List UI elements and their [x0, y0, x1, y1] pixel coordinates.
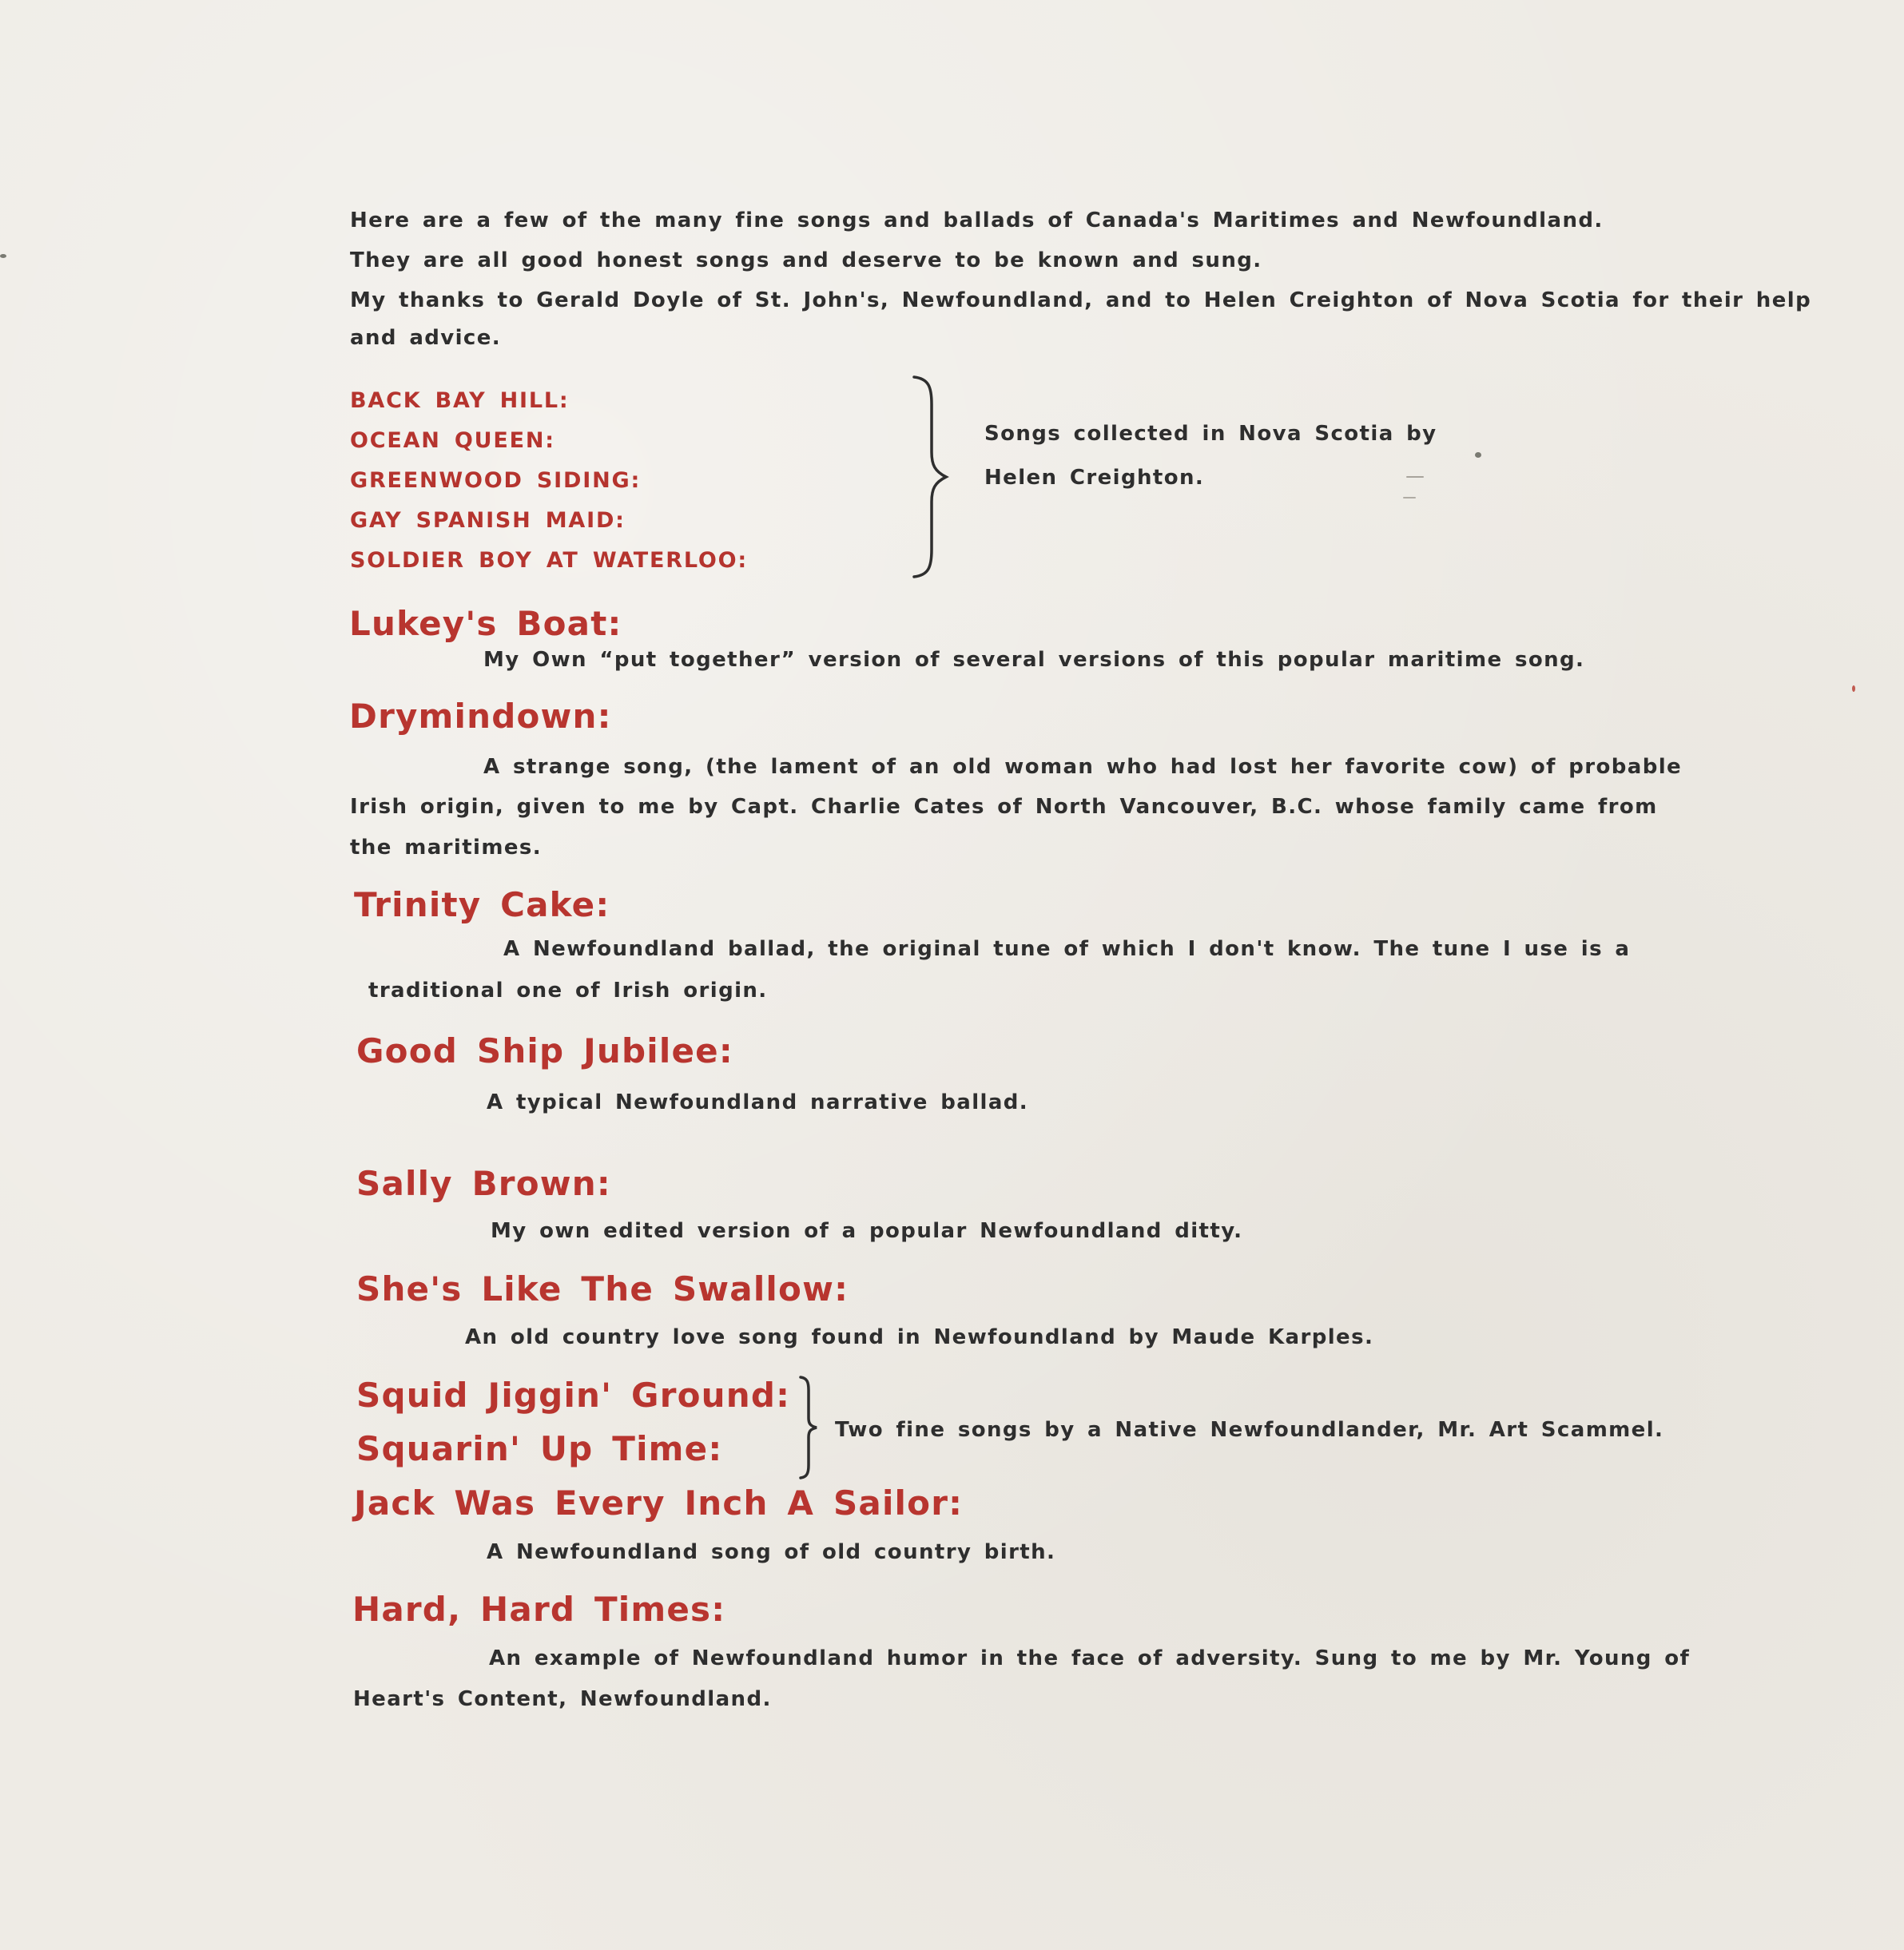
intro-line-4: and advice. — [350, 326, 502, 350]
desc-drymindown-line-2: Irish origin, given to me by Capt. Charlie Cates of North Vancouver, B.C. whose family came from — [350, 795, 1658, 819]
paper-speck — [1475, 452, 1481, 458]
intro-line-2: They are all good honest songs and deserve to be known and sung. — [350, 248, 1262, 272]
desc-hard-hard-times-line-1: An example of Newfoundland humor in the face of adversity. Sung to me by Mr. Young of — [489, 1646, 1691, 1670]
title-hard-hard-times: Hard, Hard Times: — [352, 1590, 726, 1629]
paper-speck — [0, 254, 6, 258]
desc-lukeys-boat: My Own “put together” version of several versions of this popular maritime song. — [483, 648, 1585, 672]
scammel-note: Two fine songs by a Native Newfoundlander, Mr. Art Scammel. — [835, 1418, 1664, 1442]
title-trinity-cake: Trinity Cake: — [354, 885, 610, 924]
song-greenwood-siding: GREENWOOD SIDING: — [350, 468, 642, 493]
title-good-ship-jubilee: Good Ship Jubilee: — [356, 1031, 733, 1070]
song-gay-spanish-maid: GAY SPANISH MAID: — [350, 508, 626, 533]
song-ocean-queen: OCEAN QUEEN: — [350, 428, 555, 453]
nova-scotia-brace — [911, 372, 951, 582]
song-soldier-boy-at-waterloo: SOLDIER BOY AT WATERLOO: — [350, 548, 748, 573]
nova-scotia-note-line-2: Helen Creighton. — [984, 466, 1205, 490]
title-squarin-up-time: Squarin' Up Time: — [356, 1429, 723, 1468]
title-shes-like-the-swallow: She's Like The Swallow: — [356, 1269, 849, 1309]
title-drymindown: Drymindown: — [349, 697, 612, 736]
title-squid-jiggin-ground: Squid Jiggin' Ground: — [356, 1376, 791, 1415]
desc-shes-like-the-swallow: An old country love song found in Newfoundland by Maude Karples. — [465, 1325, 1374, 1349]
paper-speck — [1403, 497, 1416, 498]
desc-good-ship-jubilee: A typical Newfoundland narrative ballad. — [487, 1090, 1029, 1114]
desc-trinity-cake-line-2: traditional one of Irish origin. — [368, 979, 768, 1003]
scammel-brace — [797, 1374, 821, 1481]
song-back-bay-hill: BACK BAY HILL: — [350, 388, 570, 413]
desc-hard-hard-times-line-2: Heart's Content, Newfoundland. — [353, 1687, 772, 1711]
title-jack-was-every-inch-a-sailor: Jack Was Every Inch A Sailor: — [354, 1483, 964, 1523]
intro-line-1: Here are a few of the many fine songs and ballads of Canada's Maritimes and Newfoundland. — [350, 209, 1604, 232]
nova-scotia-note-line-1: Songs collected in Nova Scotia by — [984, 422, 1437, 446]
desc-jack-was-every-inch-a-sailor: A Newfoundland song of old country birth. — [487, 1540, 1056, 1564]
title-lukeys-boat: Lukey's Boat: — [349, 604, 622, 643]
desc-drymindown-line-1: A strange song, (the lament of an old woman who had lost her favorite cow) of probable — [483, 755, 1683, 779]
desc-drymindown-line-3: the maritimes. — [350, 836, 543, 860]
paper-speck — [1852, 685, 1855, 692]
title-sally-brown: Sally Brown: — [356, 1164, 611, 1203]
desc-sally-brown: My own edited version of a popular Newfoundland ditty. — [491, 1219, 1243, 1243]
paper-speck — [1406, 476, 1424, 478]
desc-trinity-cake-line-1: A Newfoundland ballad, the original tune of which I don't know. The tune I use is a — [503, 937, 1631, 961]
intro-line-3: My thanks to Gerald Doyle of St. John's, Newfoundland, and to Helen Creighton of Nova Scotia for their help — [350, 288, 1812, 312]
